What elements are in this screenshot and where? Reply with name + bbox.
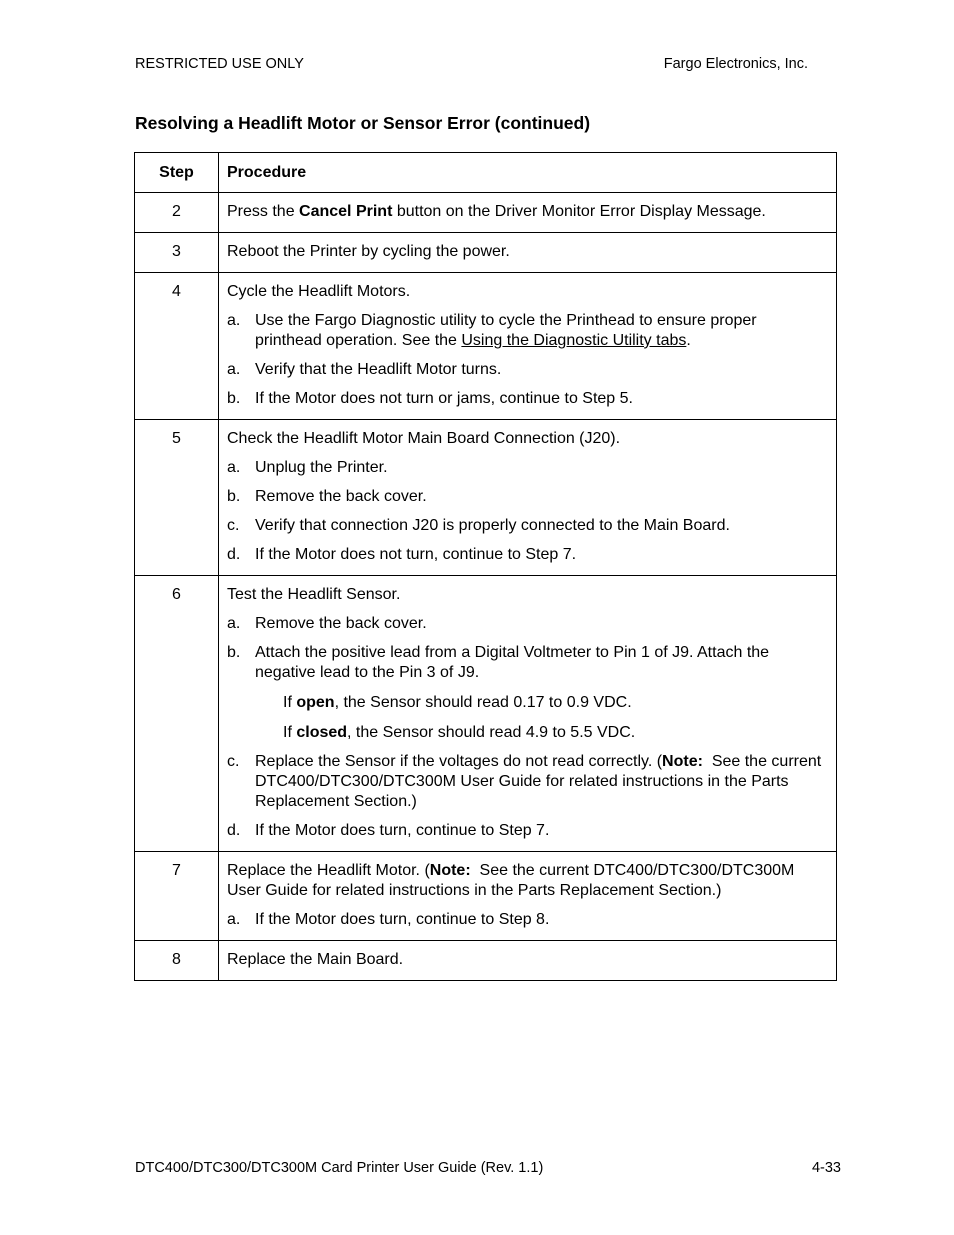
procedure-lead: Cycle the Headlift Motors. xyxy=(227,283,411,300)
list-marker: a. xyxy=(227,615,241,632)
table-row xyxy=(135,420,837,576)
procedure-cell xyxy=(219,576,837,852)
list-marker: b. xyxy=(227,488,241,505)
list-item xyxy=(227,910,826,930)
procedure-lead xyxy=(227,861,826,901)
step-number: 6 xyxy=(135,576,219,852)
text-run: See the current DTC400/DTC300/DTC300M User Guide for related instructions in the Parts Replacement Section.) xyxy=(255,753,826,810)
list-item-text: Verify that connection J20 is properly connected to the Main Board. xyxy=(255,517,730,534)
list-item-text: If the Motor does turn, continue to Step 8. xyxy=(255,911,550,928)
header-right: Fargo Electronics, Inc. xyxy=(663,56,808,72)
diagnostic-utility-link[interactable]: Using the Diagnostic Utility tabs xyxy=(461,332,687,349)
list-item xyxy=(227,545,826,565)
list-item xyxy=(227,821,826,841)
list-item-text: If the Motor does not turn or jams, continue to Step 5. xyxy=(255,390,633,407)
list-item-text: If the Motor does not turn, continue to Step 7. xyxy=(255,546,577,563)
list-item-text: Unplug the Printer. xyxy=(255,459,388,476)
procedure-cell xyxy=(219,233,837,273)
text-run-bold: open xyxy=(296,694,335,711)
section-title: Resolving a Headlift Motor or Sensor Error (continued) xyxy=(135,113,591,133)
footer-doc-title: DTC400/DTC300/DTC300M Card Printer User Guide (Rev. 1.1) xyxy=(135,1160,544,1176)
list-item-text: Remove the back cover. xyxy=(255,488,427,505)
list-marker: c. xyxy=(227,753,240,770)
text-run: Use the Fargo Diagnostic utility to cycle the Printhead to ensure proper printhead operation. See the xyxy=(255,312,757,349)
text-run: If xyxy=(283,724,297,741)
list-item xyxy=(227,752,826,812)
list-marker: a. xyxy=(227,361,241,378)
procedure-lead: Check the Headlift Motor Main Board Connection (J20). xyxy=(227,430,621,447)
list-item xyxy=(227,389,826,409)
list-item xyxy=(227,311,826,351)
step-number: 4 xyxy=(135,273,219,420)
procedure-table xyxy=(134,152,837,981)
list-marker: d. xyxy=(227,822,241,839)
header-left: RESTRICTED USE ONLY xyxy=(135,56,304,72)
list-marker: b. xyxy=(227,390,241,407)
text-run: Press the xyxy=(227,203,300,220)
procedure-cell xyxy=(219,193,837,233)
list-item xyxy=(227,516,826,536)
procedure-cell xyxy=(219,273,837,420)
procedure-lead xyxy=(227,202,826,222)
table-row xyxy=(135,233,837,273)
text-run: If xyxy=(283,694,297,711)
procedure-cell xyxy=(219,420,837,576)
list-item-text xyxy=(255,311,826,351)
list-item-text: If the Motor does turn, continue to Step 7. xyxy=(255,822,550,839)
list-marker: a. xyxy=(227,459,241,476)
step-number: 3 xyxy=(135,233,219,273)
list-marker: c. xyxy=(227,517,240,534)
table-row xyxy=(135,193,837,233)
note-label: Note: xyxy=(662,753,703,770)
text-run: , the Sensor should read 0.17 to 0.9 VDC. xyxy=(334,694,632,711)
step-number: 2 xyxy=(135,193,219,233)
sensor-reading-closed xyxy=(283,723,826,743)
column-header-procedure: Procedure xyxy=(219,153,837,193)
list-item-text xyxy=(255,752,826,812)
procedure-cell xyxy=(219,941,837,981)
step-number: 5 xyxy=(135,420,219,576)
procedure-lead: Replace the Main Board. xyxy=(227,951,404,968)
list-marker: a. xyxy=(227,911,241,928)
text-run: Replace the Headlift Motor. ( xyxy=(227,862,430,879)
footer-page-number: 4-33 xyxy=(811,1160,841,1176)
text-run: See the current DTC400/DTC300/DTC300M User Guide for related instructions in the Parts Replacement Section.) xyxy=(227,862,799,899)
list-item xyxy=(227,614,826,634)
column-header-step: Step xyxy=(135,153,219,193)
list-marker: a. xyxy=(227,312,241,329)
table-row xyxy=(135,852,837,941)
step-number: 8 xyxy=(135,941,219,981)
text-run: Replace the Sensor if the voltages do not read correctly. ( xyxy=(255,753,663,770)
procedure-cell xyxy=(219,852,837,941)
text-run-bold: closed xyxy=(296,724,348,741)
sensor-reading-open xyxy=(283,693,826,713)
list-item xyxy=(227,360,826,380)
procedure-lead: Test the Headlift Sensor. xyxy=(227,586,401,603)
list-item xyxy=(227,487,826,507)
note-label: Note: xyxy=(429,862,471,879)
list-item-text: Remove the back cover. xyxy=(255,615,427,632)
text-run: . xyxy=(686,332,691,349)
list-item-text: Attach the positive lead from a Digital Voltmeter to Pin 1 of J9. Attach the negative lead to the Pin 3 of J9. xyxy=(255,644,770,681)
table-row xyxy=(135,273,837,420)
list-item xyxy=(227,458,826,478)
table-header-row xyxy=(135,153,837,193)
procedure-lead: Reboot the Printer by cycling the power. xyxy=(227,243,510,260)
table-row xyxy=(135,576,837,852)
table-row xyxy=(135,941,837,981)
step-number: 7 xyxy=(135,852,219,941)
list-item xyxy=(227,643,826,683)
text-run: button on the Driver Monitor Error Display Message. xyxy=(392,203,766,220)
list-item-text: Verify that the Headlift Motor turns. xyxy=(255,361,502,378)
list-marker: d. xyxy=(227,546,241,563)
text-run: , the Sensor should read 4.9 to 5.5 VDC. xyxy=(347,724,636,741)
cancel-print-label: Cancel Print xyxy=(299,203,393,220)
list-marker: b. xyxy=(227,644,241,661)
